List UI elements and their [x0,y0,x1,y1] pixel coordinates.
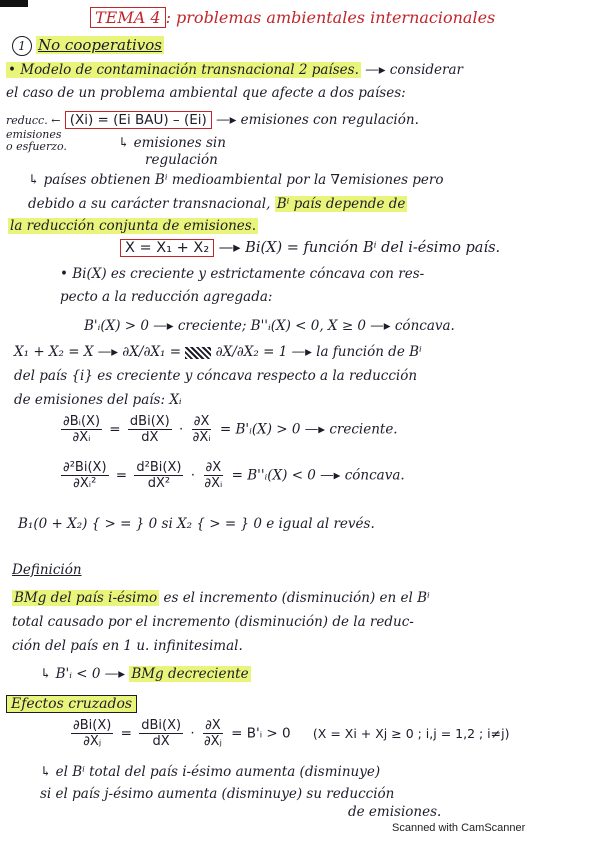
section-label: No cooperativos [38,36,163,54]
numerator: ∂²Bi(X) [63,460,107,475]
cross-effect-formula: $\frac{\partial Bi(X)}{\text{∂Xⱼ}}$ = $\frac{\text{dBi(X)}}{dX}$ · $\frac{\partial X}{\text{∂Xⱼ}}$ = B'ᵢ > 0 (X = Xi + Xj ≥ 0 ; i,j = 1,2 ; i≠j) [73,718,510,749]
line-9 [120,240,500,256]
text-highlight: Efectos cruzados [6,695,137,713]
numerator: ∂X [205,718,221,733]
line-17 [12,590,430,606]
line-15: de emisiones del país: Xᵢ [14,392,182,408]
denominator: dX² [147,476,171,491]
numerator: dBi(X) [129,414,170,429]
denominator: ∂Xᵢ [192,430,211,445]
formula-box: X = X₁ + X₂ [120,239,214,257]
fraction [71,718,113,749]
effects-heading [6,696,137,712]
title-rest: : problemas ambientales internacionales [165,8,496,27]
fraction [134,460,183,491]
fraction [191,414,213,445]
line-7 [28,196,407,212]
line-5: regulación [145,152,218,168]
line-20 [40,666,251,682]
fraction [61,460,109,491]
numerator: ∂X [205,460,222,475]
line-4b: o esfuerzo. [6,140,67,153]
title-box: TEMA 4 [90,7,166,28]
definition-heading: Definición [12,562,82,578]
text: —▸ emisiones con regulación. [216,112,419,128]
text: —▸ Bi(X) = función Bⁱ del i-ésimo país. [218,240,501,256]
text-highlight: Bⁱ país depende de [276,196,406,212]
line-12: B'ᵢ(X) > 0 —▸ creciente; B''ᵢ(X) < 0, X ≥ 0 —▸ cóncava. [84,318,455,334]
text-highlight: la reducción conjunta de emisiones. [10,218,257,234]
scribble-mark [185,347,211,359]
text: ∂X/∂X₂ = 1 —▸ la función de Bⁱ [215,344,422,360]
scanner-watermark: Scanned with CamScanner [392,822,526,834]
derivative-1: $\frac{\text{∂Bᵢ(X)}}{\text{∂Xᵢ}}$ = $\frac{\text{dBi(X)}}{dX}$ · $\frac{\partial X}{\text{∂Xᵢ}}$ = B'ᵢ(X) > 0 —▸ creciente. [63,414,398,445]
denominator: ∂Xⱼ [203,734,222,749]
line-23: de emisiones. [348,804,442,820]
fraction [202,460,224,491]
text: es el incremento (disminución) en el Bⁱ [163,590,430,606]
numerator: ∂Bᵢ(X) [63,414,101,429]
denominator: dX [141,430,159,445]
text: = B'ᵢ > 0 [231,725,291,742]
formula-box: (Xi) = (Ei BAU) – (Ei) [65,111,212,129]
fraction [128,414,172,445]
denominator: dX [152,734,170,749]
numerator: d²Bi(X) [136,460,182,475]
fraction [202,718,224,749]
denominator: ∂Xᵢ² [73,476,97,491]
scan-edge-mark [0,0,28,7]
denominator: ∂Xᵢ [72,430,91,445]
line-3 [6,112,419,128]
line-16: B₁(0 + X₂) { > = } 0 si X₂ { > = } 0 e igual al revés. [18,516,375,532]
line-18: total causado por el incremento (disminución) de la reduc- [12,614,414,630]
text: = B''ᵢ(X) < 0 —▸ cóncava. [231,467,405,484]
section-number: 1 [12,36,32,56]
fraction [139,718,183,749]
line-13 [14,344,422,360]
denominator: ∂Xᵢ [204,476,223,491]
derivative-2: $\frac{\text{∂²Bi(X)}}{\text{∂Xᵢ²}}$ = $\frac{\text{d²Bi(X)}}{\text{dX²}}$ · $\frac{\partial X}{\text{∂Xᵢ}}$ = B''ᵢ(X) < 0 —▸ cóncava. [63,460,405,491]
text: ↳ B'ᵢ < 0 —▸ [40,666,126,682]
text: (X = Xi + Xj ≥ 0 ; i,j = 1,2 ; i≠j) [312,725,510,741]
text: debido a su carácter transnacional, [28,196,271,212]
text-highlight: BMg decreciente [131,666,249,682]
text: reducc. ← [6,114,61,127]
text: X₁ + X₂ = X —▸ ∂X/∂X₁ = [14,344,182,360]
numerator: ∂X [193,414,210,429]
fraction [61,414,102,445]
line-22: si el país j-ésimo aumenta (disminuye) su reducción [40,786,395,802]
line-14: del país {i} es creciente y cóncava respecto a la reducción [14,368,418,384]
line-10: • Bi(X) es creciente y estrictamente cóncava con res- [60,266,425,282]
line-4c: ↳ emisiones sin [118,135,226,151]
text: —▸ considerar [365,62,463,78]
page-title [90,8,495,27]
line-1 [6,62,463,78]
line-6: ↳ países obtienen Bⁱ medioambiental por la ∇emisiones pero [28,172,444,188]
line-2: el caso de un problema ambiental que afecte a dos países: [6,85,406,101]
text: = B'ᵢ(X) > 0 —▸ creciente. [219,421,398,438]
text-highlight: BMg del país i-ésimo [14,590,158,606]
line-19: ción del país en 1 u. infinitesimal. [12,638,243,654]
line-4a: emisiones [6,128,62,141]
text-highlight: • Modelo de contaminación transnacional 2 países. [8,62,359,78]
numerator: ∂Bi(X) [73,718,112,733]
line-11: pecto a la reducción agregada: [60,289,273,305]
section-heading-1 [12,36,164,56]
line-8 [8,218,258,234]
denominator: ∂Xⱼ [83,734,102,749]
line-21: ↳ el Bⁱ total del país i-ésimo aumenta (disminuye) [40,764,381,780]
numerator: dBi(X) [141,718,182,733]
